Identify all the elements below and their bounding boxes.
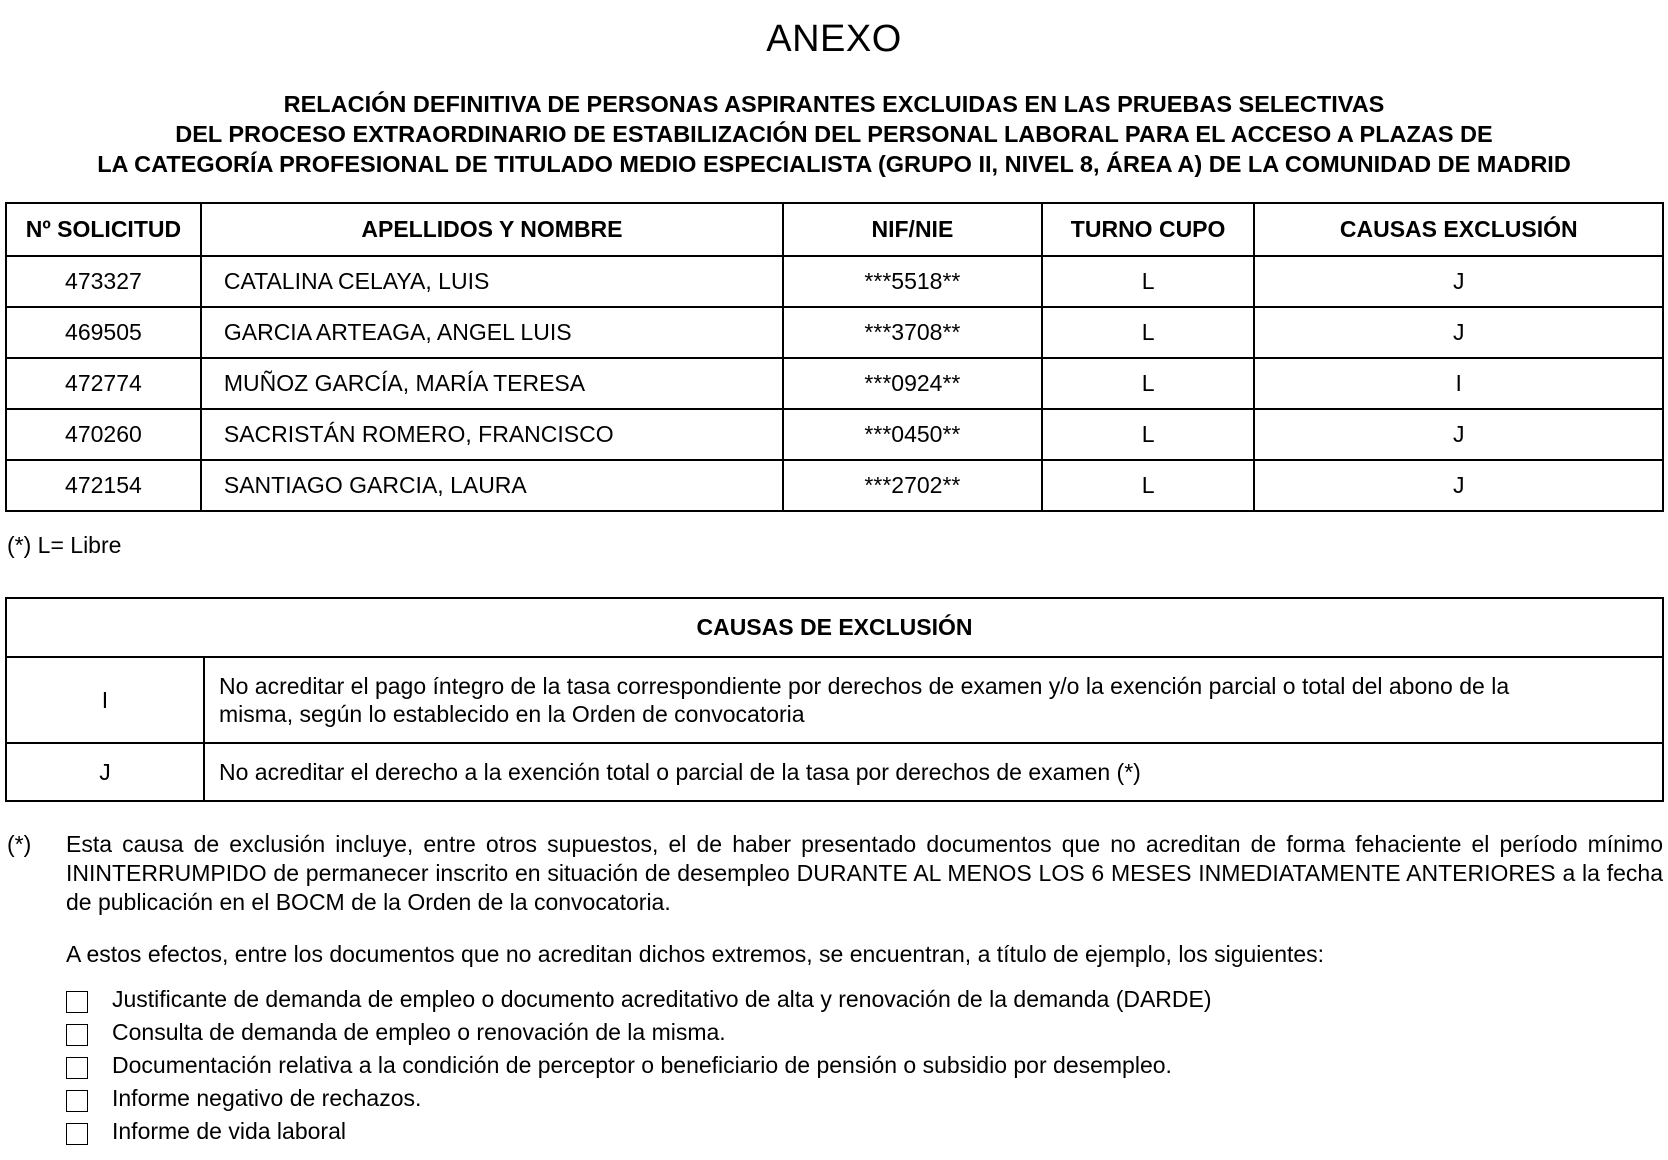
- document-label: Justificante de demanda de empleo o documento acreditativo de alta y renovación de la demanda (DARDE): [112, 986, 1212, 1012]
- nif-cell: ***0924**: [783, 358, 1042, 409]
- turno-cell: L: [1042, 256, 1255, 307]
- turno-cell: L: [1042, 460, 1255, 511]
- turno-legend-note: (*) L= Libre: [7, 532, 122, 558]
- cause-row: [6, 657, 1663, 743]
- list-item: [66, 1049, 1212, 1082]
- footnote-text: Esta causa de exclusión incluye, entre otros supuestos, el de haber presentado documentos que no acreditan de forma fehaciente el período mínimo ININTERRUMPIDO de permanecer inscrito en situación de desempleo DURANTE AL MENOS LOS 6 MESES INMEDIATAMENTE ANTERIORES a la fecha de publicación en el BOCM de la Orden de la convocatoria.: [66, 831, 1663, 915]
- footnote: [7, 830, 1663, 917]
- subtitle-line: LA CATEGORÍA PROFESIONAL DE TITULADO MEDIO ESPECIALISTA (GRUPO II, NIVEL 8, ÁREA A) DE LA COMUNIDAD DE MADRID: [97, 151, 1571, 177]
- cause-row: [6, 743, 1663, 801]
- causa-cell: I: [1254, 358, 1663, 409]
- table-row: [6, 409, 1663, 460]
- list-item: [66, 1016, 1212, 1049]
- nif-cell: ***2702**: [783, 460, 1042, 511]
- examples-intro: A estos efectos, entre los documentos que no acreditan dichos extremos, se encuentran, a título de ejemplo, los siguientes:: [66, 941, 1325, 967]
- document-label: Documentación relativa a la condición de perceptor o beneficiario de pensión o subsidio por desempleo.: [112, 1052, 1172, 1078]
- subtitle-line: DEL PROCESO EXTRAORDINARIO DE ESTABILIZACIÓN DEL PERSONAL LABORAL PARA EL ACCESO A PLAZAS DE: [175, 121, 1493, 147]
- nombre-cell: SANTIAGO GARCIA, LAURA: [201, 460, 783, 511]
- cause-description: No acreditar el pago íntegro de la tasa correspondiente por derechos de examen y/o la exención parcial o total del abono de la misma, según lo establecido en la Orden de convocatoria: [204, 657, 1663, 743]
- document-label: Informe negativo de rechazos.: [112, 1085, 422, 1111]
- nif-cell: ***5518**: [783, 256, 1042, 307]
- checkbox-icon: [66, 1123, 88, 1145]
- checkbox-icon: [66, 1057, 88, 1079]
- solicitud-cell: 470260: [6, 409, 201, 460]
- checkbox-icon: [66, 1090, 88, 1112]
- table-row: [6, 307, 1663, 358]
- column-header-nif: NIF/NIE: [783, 203, 1042, 256]
- column-header-causas: CAUSAS EXCLUSIÓN: [1254, 203, 1663, 256]
- solicitud-cell: 469505: [6, 307, 201, 358]
- table-row: [6, 256, 1663, 307]
- column-header-turno: TURNO CUPO: [1042, 203, 1255, 256]
- causa-cell: J: [1254, 409, 1663, 460]
- nombre-cell: GARCIA ARTEAGA, ANGEL LUIS: [201, 307, 783, 358]
- solicitud-cell: 472154: [6, 460, 201, 511]
- cause-code: J: [6, 743, 204, 801]
- exclusion-causes-table: [5, 597, 1664, 802]
- causa-cell: J: [1254, 460, 1663, 511]
- checkbox-icon: [66, 991, 88, 1013]
- turno-cell: L: [1042, 409, 1255, 460]
- turno-cell: L: [1042, 358, 1255, 409]
- list-item: [66, 1082, 1212, 1115]
- column-header-solicitud: Nº SOLICITUD: [6, 203, 201, 256]
- cause-code: I: [6, 657, 204, 743]
- table-row: [6, 358, 1663, 409]
- subtitle-line: RELACIÓN DEFINITIVA DE PERSONAS ASPIRANTES EXCLUIDAS EN LAS PRUEBAS SELECTIVAS: [283, 91, 1385, 117]
- footnote-marker: (*): [7, 831, 32, 857]
- document-examples-list: [66, 983, 1212, 1148]
- solicitud-cell: 473327: [6, 256, 201, 307]
- causes-header: CAUSAS DE EXCLUSIÓN: [6, 598, 1663, 657]
- document-subtitle: [0, 89, 1668, 179]
- nombre-cell: MUÑOZ GARCÍA, MARÍA TERESA: [201, 358, 783, 409]
- list-item: [66, 983, 1212, 1016]
- causes-header-row: [6, 598, 1663, 657]
- list-item: [66, 1115, 1212, 1148]
- document-label: Informe de vida laboral: [112, 1118, 346, 1144]
- excluded-applicants-table: [5, 202, 1664, 512]
- cause-description: No acreditar el derecho a la exención total o parcial de la tasa por derechos de examen (*): [204, 743, 1663, 801]
- table-row: [6, 460, 1663, 511]
- page-title: ANEXO: [766, 18, 902, 60]
- nif-cell: ***3708**: [783, 307, 1042, 358]
- document-label: Consulta de demanda de empleo o renovación de la misma.: [112, 1019, 726, 1045]
- table-header-row: [6, 203, 1663, 256]
- column-header-nombre: APELLIDOS Y NOMBRE: [201, 203, 783, 256]
- checkbox-icon: [66, 1024, 88, 1046]
- nombre-cell: SACRISTÁN ROMERO, FRANCISCO: [201, 409, 783, 460]
- nif-cell: ***0450**: [783, 409, 1042, 460]
- turno-cell: L: [1042, 307, 1255, 358]
- solicitud-cell: 472774: [6, 358, 201, 409]
- causa-cell: J: [1254, 307, 1663, 358]
- causa-cell: J: [1254, 256, 1663, 307]
- nombre-cell: CATALINA CELAYA, LUIS: [201, 256, 783, 307]
